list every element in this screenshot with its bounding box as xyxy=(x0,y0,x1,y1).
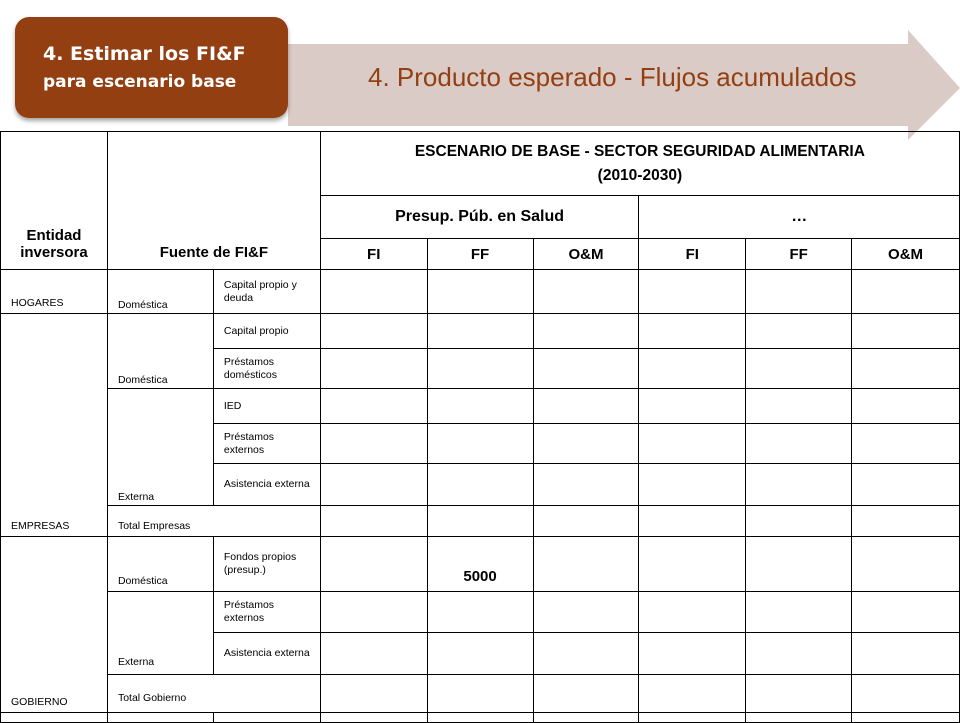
cell[interactable] xyxy=(639,675,746,713)
source-externa: Externa xyxy=(107,389,213,506)
cell[interactable] xyxy=(533,464,639,506)
cell[interactable] xyxy=(852,537,960,592)
source-domestica: Doméstica xyxy=(107,270,213,314)
cell[interactable] xyxy=(852,633,960,675)
cell[interactable] xyxy=(427,633,533,675)
row-label-emp-ied: IED xyxy=(213,389,320,424)
cell[interactable] xyxy=(639,633,746,675)
cell[interactable] xyxy=(427,675,533,713)
cell[interactable] xyxy=(320,592,427,633)
cell[interactable] xyxy=(639,506,746,537)
cell[interactable] xyxy=(320,506,427,537)
header-entidad xyxy=(1,132,108,270)
entity-hogares: HOGARES xyxy=(1,270,108,314)
cell[interactable] xyxy=(746,270,852,314)
cell[interactable] xyxy=(533,314,639,349)
step-badge-line2: para escenario base xyxy=(43,72,237,92)
cell[interactable] xyxy=(852,389,960,424)
table-row xyxy=(1,389,960,424)
entity-gobierno: GOBIERNO xyxy=(1,537,108,713)
cell[interactable] xyxy=(533,675,639,713)
source-domestica: Doméstica xyxy=(107,537,213,592)
value-gob-fondos-ff[interactable]: 5000 xyxy=(427,537,533,592)
row-label-emp-total: Total Empresas xyxy=(107,506,320,537)
cell[interactable] xyxy=(852,592,960,633)
table-row xyxy=(1,592,960,633)
cell[interactable] xyxy=(427,424,533,464)
cell[interactable] xyxy=(427,389,533,424)
row-label-emp-prestamos-dom: Préstamos domésticos xyxy=(213,349,320,389)
cell[interactable] xyxy=(746,314,852,349)
cell[interactable] xyxy=(320,349,427,389)
entity-empresas: EMPRESAS xyxy=(1,314,108,537)
cell[interactable] xyxy=(533,633,639,675)
cell[interactable] xyxy=(746,349,852,389)
cell[interactable] xyxy=(533,349,639,389)
cell[interactable] xyxy=(746,713,852,723)
cell[interactable] xyxy=(533,270,639,314)
header-scenario-line2: (2010-2030) xyxy=(597,166,683,184)
cell[interactable] xyxy=(320,675,427,713)
cell[interactable] xyxy=(320,713,427,723)
page-title: 4. Producto esperado - Flujos acumulados xyxy=(368,62,857,92)
header-scenario xyxy=(320,132,959,196)
cell[interactable] xyxy=(852,464,960,506)
step-badge xyxy=(15,17,288,118)
table-row xyxy=(1,713,960,723)
cell[interactable] xyxy=(746,464,852,506)
cell[interactable] xyxy=(427,464,533,506)
table-row xyxy=(1,314,960,349)
row-label-emp-asistencia: Asistencia externa xyxy=(213,464,320,506)
subcol-om-2: O&M xyxy=(852,239,960,270)
cell[interactable] xyxy=(107,713,213,723)
cell[interactable] xyxy=(427,713,533,723)
header-entidad-text: Entidad inversora xyxy=(20,227,88,261)
table-row xyxy=(1,270,960,314)
cell[interactable] xyxy=(427,349,533,389)
row-label-gob-fondos: Fondos propios (presup.) xyxy=(213,537,320,592)
cell[interactable] xyxy=(639,349,746,389)
step-badge-line1: 4. Estimar los FI&F xyxy=(43,43,246,65)
cell[interactable] xyxy=(639,592,746,633)
cell[interactable] xyxy=(320,633,427,675)
cell[interactable] xyxy=(852,675,960,713)
cell[interactable] xyxy=(746,389,852,424)
source-domestica: Doméstica xyxy=(107,314,213,389)
row-label-gob-total: Total Gobierno xyxy=(107,675,320,713)
cell[interactable] xyxy=(852,713,960,723)
cell[interactable] xyxy=(639,424,746,464)
subcol-om-1: O&M xyxy=(533,239,639,270)
source-externa: Externa xyxy=(107,592,213,675)
table-row xyxy=(1,675,960,713)
table-row xyxy=(1,537,960,592)
base-scenario-table xyxy=(0,131,960,723)
cell[interactable] xyxy=(533,713,639,723)
cell[interactable] xyxy=(639,389,746,424)
cell[interactable] xyxy=(639,713,746,723)
cell[interactable] xyxy=(533,506,639,537)
header-fuente xyxy=(107,132,320,270)
cell[interactable] xyxy=(639,314,746,349)
header-scenario-line1: ESCENARIO DE BASE - SECTOR SEGURIDAD ALIMENTARIA xyxy=(414,142,865,160)
subcol-ff-1: FF xyxy=(427,239,533,270)
cell[interactable] xyxy=(320,424,427,464)
cell[interactable] xyxy=(320,464,427,506)
subcol-ff-2: FF xyxy=(746,239,852,270)
cell[interactable] xyxy=(320,270,427,314)
cell[interactable] xyxy=(320,389,427,424)
cell[interactable] xyxy=(852,506,960,537)
header-group-presupuesto: Presup. Púb. en Salud xyxy=(320,196,639,239)
row-label-emp-prestamos-ext: Préstamos externos xyxy=(213,424,320,464)
cell[interactable] xyxy=(852,270,960,314)
cell[interactable] xyxy=(746,633,852,675)
cell[interactable] xyxy=(639,464,746,506)
row-label-emp-capital: Capital propio xyxy=(213,314,320,349)
cell[interactable] xyxy=(533,424,639,464)
cell[interactable] xyxy=(533,592,639,633)
cell[interactable] xyxy=(427,506,533,537)
header-fuente-text: Fuente de FI&F xyxy=(159,244,269,261)
cell[interactable] xyxy=(746,675,852,713)
cell[interactable] xyxy=(320,537,427,592)
cell[interactable] xyxy=(746,592,852,633)
cell[interactable] xyxy=(852,349,960,389)
cell[interactable] xyxy=(427,314,533,349)
cell[interactable] xyxy=(852,424,960,464)
subcol-fi-1: FI xyxy=(320,239,427,270)
cell[interactable] xyxy=(639,537,746,592)
row-label-gob-prestamos-ext: Préstamos externos xyxy=(213,592,320,633)
cell[interactable] xyxy=(533,537,639,592)
cell[interactable] xyxy=(1,713,108,723)
cell[interactable] xyxy=(639,270,746,314)
row-label-hogares-capital: Capital propio y deuda xyxy=(213,270,320,314)
cell[interactable] xyxy=(213,713,320,723)
cell[interactable] xyxy=(427,270,533,314)
row-label-gob-asistencia: Asistencia externa xyxy=(213,633,320,675)
cell[interactable] xyxy=(746,424,852,464)
cell[interactable] xyxy=(746,537,852,592)
header-group-ellipsis: … xyxy=(639,196,960,239)
cell[interactable] xyxy=(427,592,533,633)
cell[interactable] xyxy=(746,506,852,537)
subcol-fi-2: FI xyxy=(639,239,746,270)
cell[interactable] xyxy=(533,389,639,424)
cell[interactable] xyxy=(320,314,427,349)
cell[interactable] xyxy=(852,314,960,349)
table-row xyxy=(1,506,960,537)
